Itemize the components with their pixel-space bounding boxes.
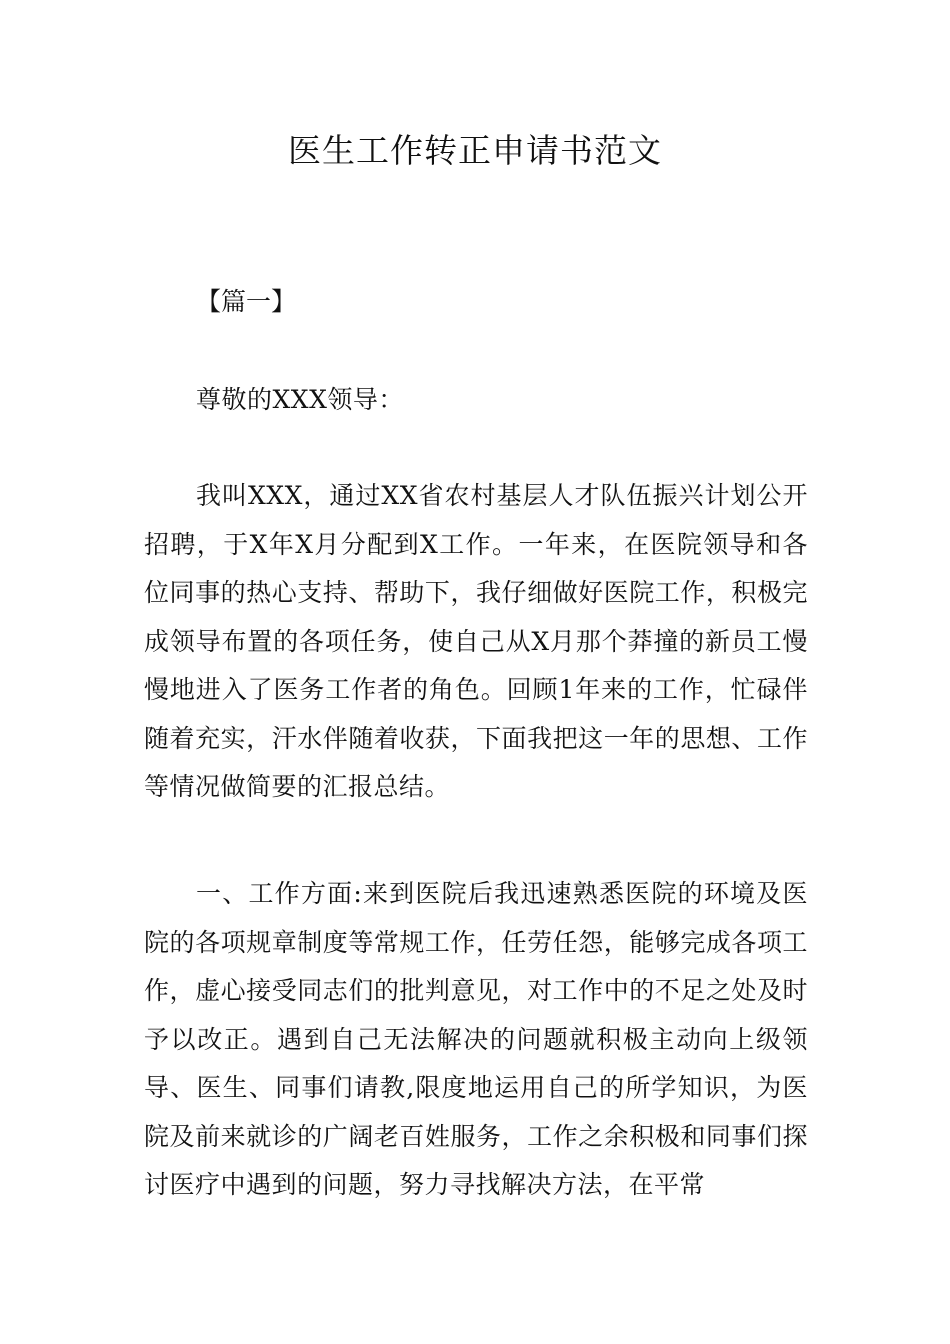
paragraph-intro: 我叫XXX，通过XX省农村基层人才队伍振兴计划公开招聘，于X年X月分配到X工作。一年来，在医院领导和各位同事的热心支持、帮助下，我仔细做好医院工作，积极完成领导布置的各项任务，使自己从X月那个莽撞的新员工慢慢地进入了医务工作者的角色。回顾1年来的工作，忙碌伴随着充实，汗水伴随着收获，下面我把这一年的思想、工作等情况做简要的汇报总结。: [144, 481, 808, 801]
section-label: 【篇一】: [196, 287, 297, 316]
salutation: 尊敬的XXX领导：: [196, 385, 404, 414]
document-title: 医生工作转正申请书范文: [288, 131, 662, 170]
paragraph-work: 一、工作方面:来到医院后我迅速熟悉医院的环境及医院的各项规章制度等常规工作，任劳任怨，能够完成各项工作，虚心接受同志们的批判意见，对工作中的不足之处及时予以改正。遇到自己无法解决的问题就积极主动向上级领导、医生、同事们请教,限度地运用自己的所学知识，为医院及前来就诊的广阔老百姓服务，工作之余积极和同事们探讨医疗中遇到的问题，努力寻找解决方法，在平常: [144, 879, 808, 1199]
